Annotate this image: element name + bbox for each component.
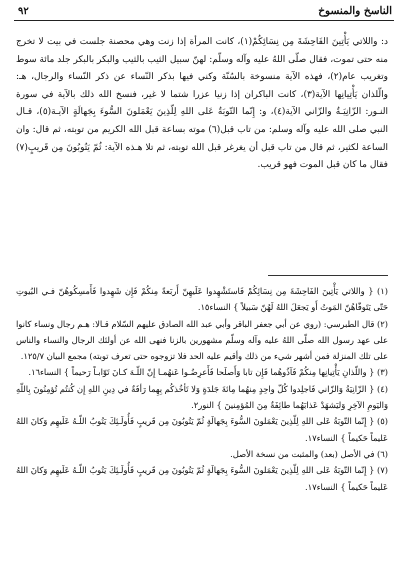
footnote-5: (٥) { إِنّما التّوبَةُ عَلى اللهِ لِلّذِينَ يَعْمَلونَ السُّوءَ بِجَهالَةٍ ثُمّ يَتُوبُونَ مِن قَريبٍ فَأُولَـئِكَ يَتُوبُ اللّـهُ عَلَيهِم وَكانَ اللهُ عَليماً حَكيماً } النساء١٧.: [16, 416, 388, 443]
footnote-2: (٢) قال الطبرسي: (روي عن أبي جعفر الباقر وأبي عبد الله الصادق عليهم السّلام قـالا: هـم رجال ونساء كانوا على عهد رسول الله صلّى اللهُ عليه وآله وسلّم مشهورين بالزنا فنهى الله عن أولئك الرجال والنساء والناس على تلك المنزلة فمن أشهر شيء من ذلك وأقيم عليه الحد فلا تزوجوه حتى تعرف توبته) مجمع البيان ١٢٥/٧.: [16, 318, 388, 362]
header-rule: [14, 20, 394, 21]
footnote-6: (٦) في الأصل (بعد) والمثبت من نسخة الأصل.: [230, 448, 388, 459]
footnote-1: (١) { واللاتي يَأْتِينَ الفَاحِشَةَ مِن نِسَائِكُمْ فَاستَشْهِدوا عَلَيهِنّ أَربَعةً مِنكُمْ فَإِن شَهِدوا فَأَمسِكُوهُنّ فـي البُيوتِ حَتّى يَتَوفّاهُنّ المَوتُ أَو يَجعَلَ اللهُ لَهُنّ سَبيلاً } النساء١٥.: [16, 286, 388, 313]
main-text: [16, 34, 388, 175]
page-number: ٩٢: [18, 5, 29, 17]
footnote-7: (٧) { إِنّما التّوبَةُ عَلى اللهِ لِلّذِينَ يَعْمَلونَ السُّوءَ بِجَهالَةٍ ثُمّ يَتُوبُونَ مِن قَريبٍ فَأُولَـئِكَ يَتُوبُ اللّـهُ عَلَيهِم وَكانَ اللهُ عَليماً حَكيماً } النساء١٧.: [16, 465, 388, 492]
footnote-3: (٣) { واللّذانِ يَأْتِيانِها مِنكُمْ فَآذُوهُما فَإِن تابا وَأَصلَحا فَأَعرِضُـوا عَنهُمـا إِنّ اللّـهَ كـانَ تَوّابـاً رَحيماً } النساء١٦.: [28, 367, 388, 378]
footnotes: [16, 283, 388, 495]
running-title: الناسخ والمنسوخ: [318, 5, 392, 17]
footnote-separator: [268, 275, 388, 276]
running-header: [18, 4, 392, 18]
footnote-4: (٤) { الزّانِيَةُ وَالزّاني فَاجلِدوا كُلّ واحِدٍ مِنهُما مِائةَ جَلدَةٍ وَلا تَأخُذكُم بِهِما رَأفَةٌ في دِينِ اللهِ إِن كُنتُم تُؤمِنُونَ بِاللّهِ وَاليَومِ الآخِرِ وَليَشهَدْ عَذابَهُما طائِفَةٌ مِنَ المُؤمِنينَ } النور٢.: [16, 383, 388, 411]
body-paragraph: د: واللاتي يَأْتِينَ الفَاحِشَةَ مِن نِسَائِكُمْ(١)، كانت المرأة إذا زنت وهي محصنة جلست في بيت لا تخرج منه حتى تموت، فقال صلّى اللهُ عليه وآله وسلّم: لهنّ سبيل الثيب بالثيب والبكر بالبكر جلد مائة سوط وتغريب عام(٢)، فهذه الآية منسوخة بالسُنّة وكني فيها بذكر النّساء عن ذكر النّساء والرجال، هـ: والّلذان يَأْتِيانِها الآية(٣)، كانت الباكران إذا زنيا عزرا شتما لا غير، فنسخ الله ذلك بالآية في سورة النـور: الزّانِيَـةُ والزّاني الآية(٤)، و: إِنّما التّوبَةُ عَلى اللهِ لِلّذِينَ يَعْمَلونَ السُّوءَ بِجَهالَةٍ الآيـة(٥)، قـال النبي صلى الله عليه وآله وسلم: من تاب قبل(٦) موته بساعة قبل الله الكريم من توبته، ثم قال: وان الساعة لكثير، ثم قال من تاب قبل أن يغرغر قبل الله توبته، ثم تلا هـذه الآية: ثُمّ يَتُوبُونَ مِن قَريبٍ(٧) فقال ما كان قبل الموت فهو قريب.: [16, 37, 388, 171]
